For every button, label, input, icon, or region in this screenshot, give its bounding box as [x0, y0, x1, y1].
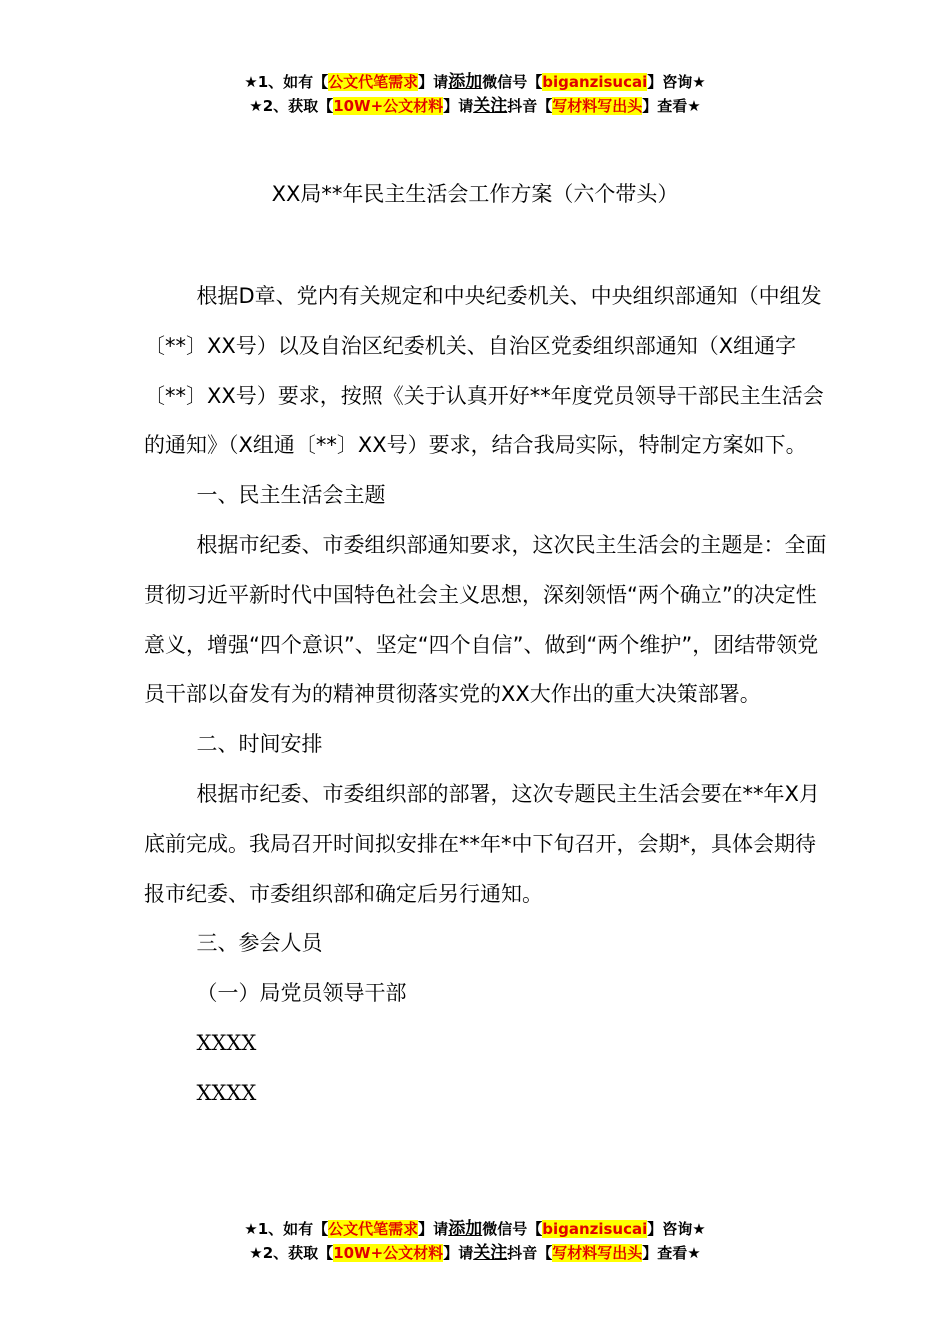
promo-line-1: ★1、如有【公文代笔需求】请添加微信号【biganzisucai】咨询★	[244, 72, 706, 92]
promo-highlight: 10W+公文材料	[333, 1244, 444, 1262]
section-heading: 三、参会人员	[196, 931, 323, 956]
list-item: XXXX	[196, 1080, 257, 1105]
promo-line-1: ★1、如有【公文代笔需求】请添加微信号【biganzisucai】咨询★	[244, 1219, 706, 1239]
promo-line-2: ★2、获取【10W+公文材料】请关注抖音【写材料写出头】查看★	[249, 96, 701, 116]
document-title: XX局**年民主生活会工作方案（六个带头）	[271, 182, 679, 206]
sub-heading: （一）局党员领导干部	[196, 981, 407, 1006]
paragraph: 根据D章、党内有关规定和中央纪委机关、中央组织部通知（中组发〔**〕XX号）以及自治区纪委机关、自治区党委组织部通知（X组通字〔**〕XX号）要求，按照《关于认真开好**年度党员领导干部民主生活会的通知》（X组通〔**〕XX号）要求，结合我局实际，特制定方案如下。	[144, 284, 824, 458]
promo-footer	[0, 1217, 950, 1265]
promo-highlight: 10W+公文材料	[333, 97, 444, 115]
promo-highlight: 写材料写出头	[552, 97, 643, 115]
promo-highlight: 公文代笔需求	[328, 1220, 419, 1238]
section-heading: 一、民主生活会主题	[196, 483, 386, 508]
promo-highlight: 写材料写出头	[552, 1244, 643, 1262]
promo-highlight: 公文代笔需求	[328, 73, 419, 91]
promo-line-2: ★2、获取【10W+公文材料】请关注抖音【写材料写出头】查看★	[249, 1243, 701, 1263]
promo-highlight: biganzisucai	[542, 1220, 648, 1238]
section-heading: 二、时间安排	[196, 732, 323, 757]
paragraph: 根据市纪委、市委组织部的部署，这次专题民主生活会要在**年X月底前完成。我局召开时间拟安排在**年*中下旬召开，会期*，具体会期待报市纪委、市委组织部和确定后另行通知。	[144, 781, 820, 906]
promo-header	[0, 70, 950, 118]
document-body	[144, 272, 830, 1119]
paragraph: 根据市纪委、市委组织部通知要求，这次民主生活会的主题是：全面贯彻习近平新时代中国特色社会主义思想，深刻领悟“两个确立”的决定性意义，增强“四个意识”、坚定“四个自信”、做到“两个维护”，团结带领党员干部以奋发有为的精神贯彻落实党的XX大作出的重大决策部署。	[144, 532, 827, 707]
list-item: XXXX	[196, 1030, 257, 1055]
promo-highlight: biganzisucai	[542, 73, 648, 91]
